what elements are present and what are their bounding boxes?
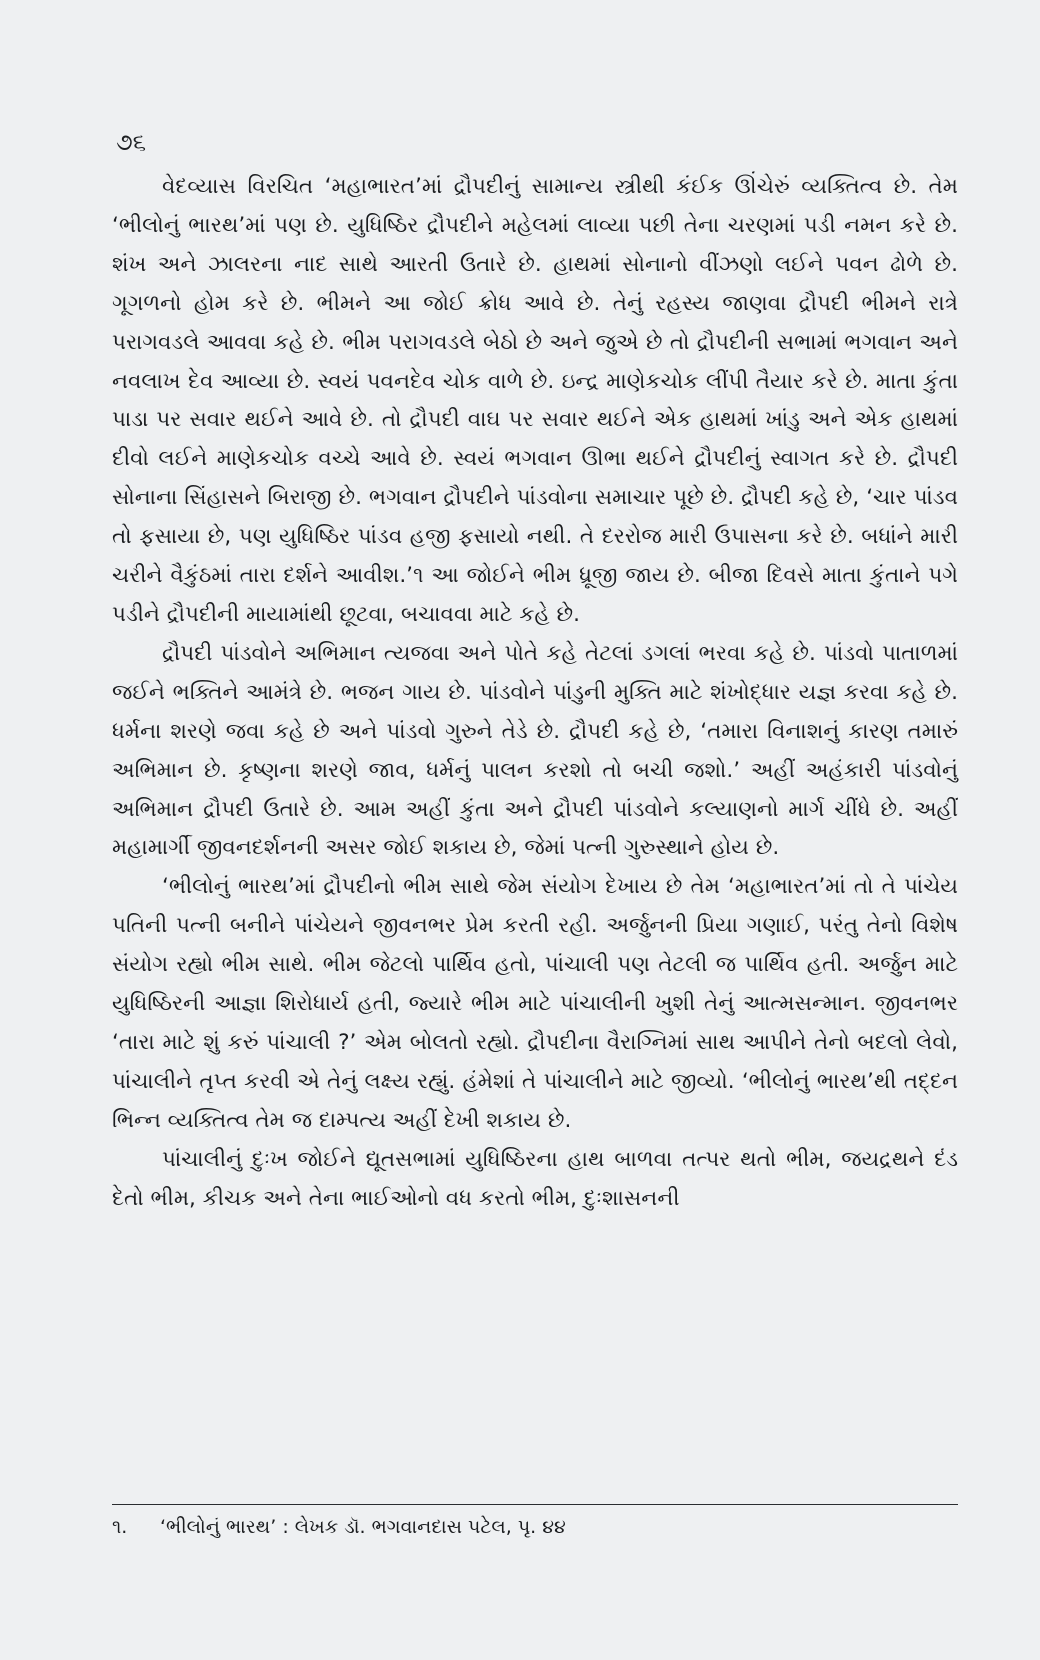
footnote-text: ‘ભીલોનું ભારથ’ : લેખક ડૉ. ભગવાનદાસ પટેલ, પૃ. ૪૪ xyxy=(160,1516,566,1538)
paragraph: વેદવ્યાસ વિરચિત ‘મહાભારત’માં દ્રૌપદીનું સામાન્ય સ્ત્રીથી કંઈક ઊંચેરું વ્યક્તિત્વ છે. તેમ ‘ભીલોનું ભારથ’માં પણ છે. યુધિષ્ઠિર દ્રૌપદીને મહેલમાં લાવ્યા પછી તેના ચરણમાં પડી નમન કરે છે. શંખ અને ઝાલરના નાદ સાથે આરતી ઉતારે છે. હાથમાં સોનાનો વીંઝણો લઈને પવન ઢોળે છે. ગૂગળનો હોમ કરે છે. ભીમને આ જોઈ ક્રોધ આવે છે. તેનું રહસ્ય જાણવા દ્રૌપદી ભીમને રાત્રે પરાગવડલે આવવા કહે છે. ભીમ પરાગવડલે બેઠો છે અને જુએ છે તો દ્રૌપદીની સભામાં ભગવાન અને નવલાખ દેવ આવ્યા છે. સ્વયં પવનદેવ ચોક વાળે છે. ઇન્દ્ર માણેકચોક લીંપી તૈયાર કરે છે. માતા કુંતા પાડા પર સવાર થઈને આવે છે. તો દ્રૌપદી વાઘ પર સવાર થઈને એક હાથમાં ખાંડુ અને એક હાથમાં દીવો લઈને માણેકચોક વચ્ચે આવે છે. સ્વયં ભગવાન ઊભા થઈને દ્રૌપદીનું સ્વાગત કરે છે. દ્રૌપદી સોનાના સિંહાસને બિરાજી છે. ભગવાન દ્રૌપદીને પાંડવોના સમાચાર પૂછે છે. દ્રૌપદી કહે છે, ‘ચાર પાંડવ તો ફસાયા છે, પણ યુધિષ્ઠિર પાંડવ હજી ફસાયો નથી. તે દરરોજ મારી ઉપાસના કરે છે. બધાંને મારી ચરીને વૈકુંઠમાં તારા દર્શને આવીશ.’૧ આ જોઈને ભીમ ધ્રૂજી જાય છે. બીજા દિવસે માતા કુંતાને પગે પડીને દ્રૌપદીની માયામાંથી છૂટવા, બચાવવા માટે કહે છે. xyxy=(112,174,958,627)
footnote-divider xyxy=(112,1504,958,1505)
paragraph: દ્રૌપદી પાંડવોને અભિમાન ત્યજવા અને પોતે કહે તેટલાં ડગલાં ભરવા કહે છે. પાંડવો પાતાળમાં જઈને ભક્તિને આમંત્રે છે. ભજન ગાય છે. પાંડવોને પાંડુની મુક્તિ માટે શંખોદ્ધાર યજ્ઞ કરવા કહે છે. ધર્મના શરણે જવા કહે છે અને પાંડવો ગુરુને તેડે છે. દ્રૌપદી કહે છે, ‘તમારા વિનાશનું કારણ તમારું અભિમાન છે. કૃષ્ણના શરણે જાવ, ધર્મનું પાલન કરશો તો બચી જશો.’ અહીં અહંકારી પાંડવોનું અભિમાન દ્રૌપદી ઉતારે છે. આમ અહીં કુંતા અને દ્રૌપદી પાંડવોને કલ્યાણનો માર્ગ ચીંધે છે. અહીં મહામાર્ગી જીવનદર્શનની અસર જોઈ શકાય છે, જેમાં પત્ની ગુરુસ્થાને હોય છે. xyxy=(112,640,958,861)
footnote xyxy=(112,1512,958,1542)
paragraph: ‘ભીલોનું ભારથ’માં દ્રૌપદીનો ભીમ સાથે જેમ સંયોગ દેખાય છે તેમ ‘મહાભારત’માં તો તે પાંચેય પતિની પત્ની બનીને પાંચેયને જીવનભર પ્રેમ કરતી રહી. અર્જુનની પ્રિયા ગણાઈ, પરંતુ તેનો વિશેષ સંયોગ રહ્યો ભીમ સાથે. ભીમ જેટલો પાર્થિવ હતો, પાંચાલી પણ તેટલી જ પાર્થિવ હતી. અર્જુન માટે યુધિષ્ઠિરની આજ્ઞા શિરોધાર્ય હતી, જ્યારે ભીમ માટે પાંચાલીની ખુશી તેનું આત્મસન્માન. જીવનભર ‘તારા માટે શું કરું પાંચાલી ?’ એમ બોલતો રહ્યો. દ્રૌપદીના વૈરાગ્નિમાં સાથ આપીને તેનો બદલો લેવો, પાંચાલીને તૃપ્ત કરવી એ તેનું લક્ષ્ય રહ્યું. હંમેશાં તે પાંચાલીને માટે જીવ્યો. ‘ભીલોનું ભારથ’થી તદ્દન ભિન્ન વ્યક્તિત્વ તેમ જ દામ્પત્ય અહીં દેખી શકાય છે. xyxy=(112,874,958,1133)
paragraph: પાંચાલીનું દુઃખ જોઈને દ્યૂતસભામાં યુધિષ્ઠિરના હાથ બાળવા તત્પર થતો ભીમ, જયદ્રથને દંડ દેતો ભીમ, કીચક અને તેના ભાઈઓનો વધ કરતો ભીમ, દુઃશાસનની xyxy=(112,1146,958,1211)
body-text xyxy=(112,168,958,1218)
page-number: ૭૬ xyxy=(116,128,147,156)
footnote-number: ૧. xyxy=(112,1516,128,1538)
